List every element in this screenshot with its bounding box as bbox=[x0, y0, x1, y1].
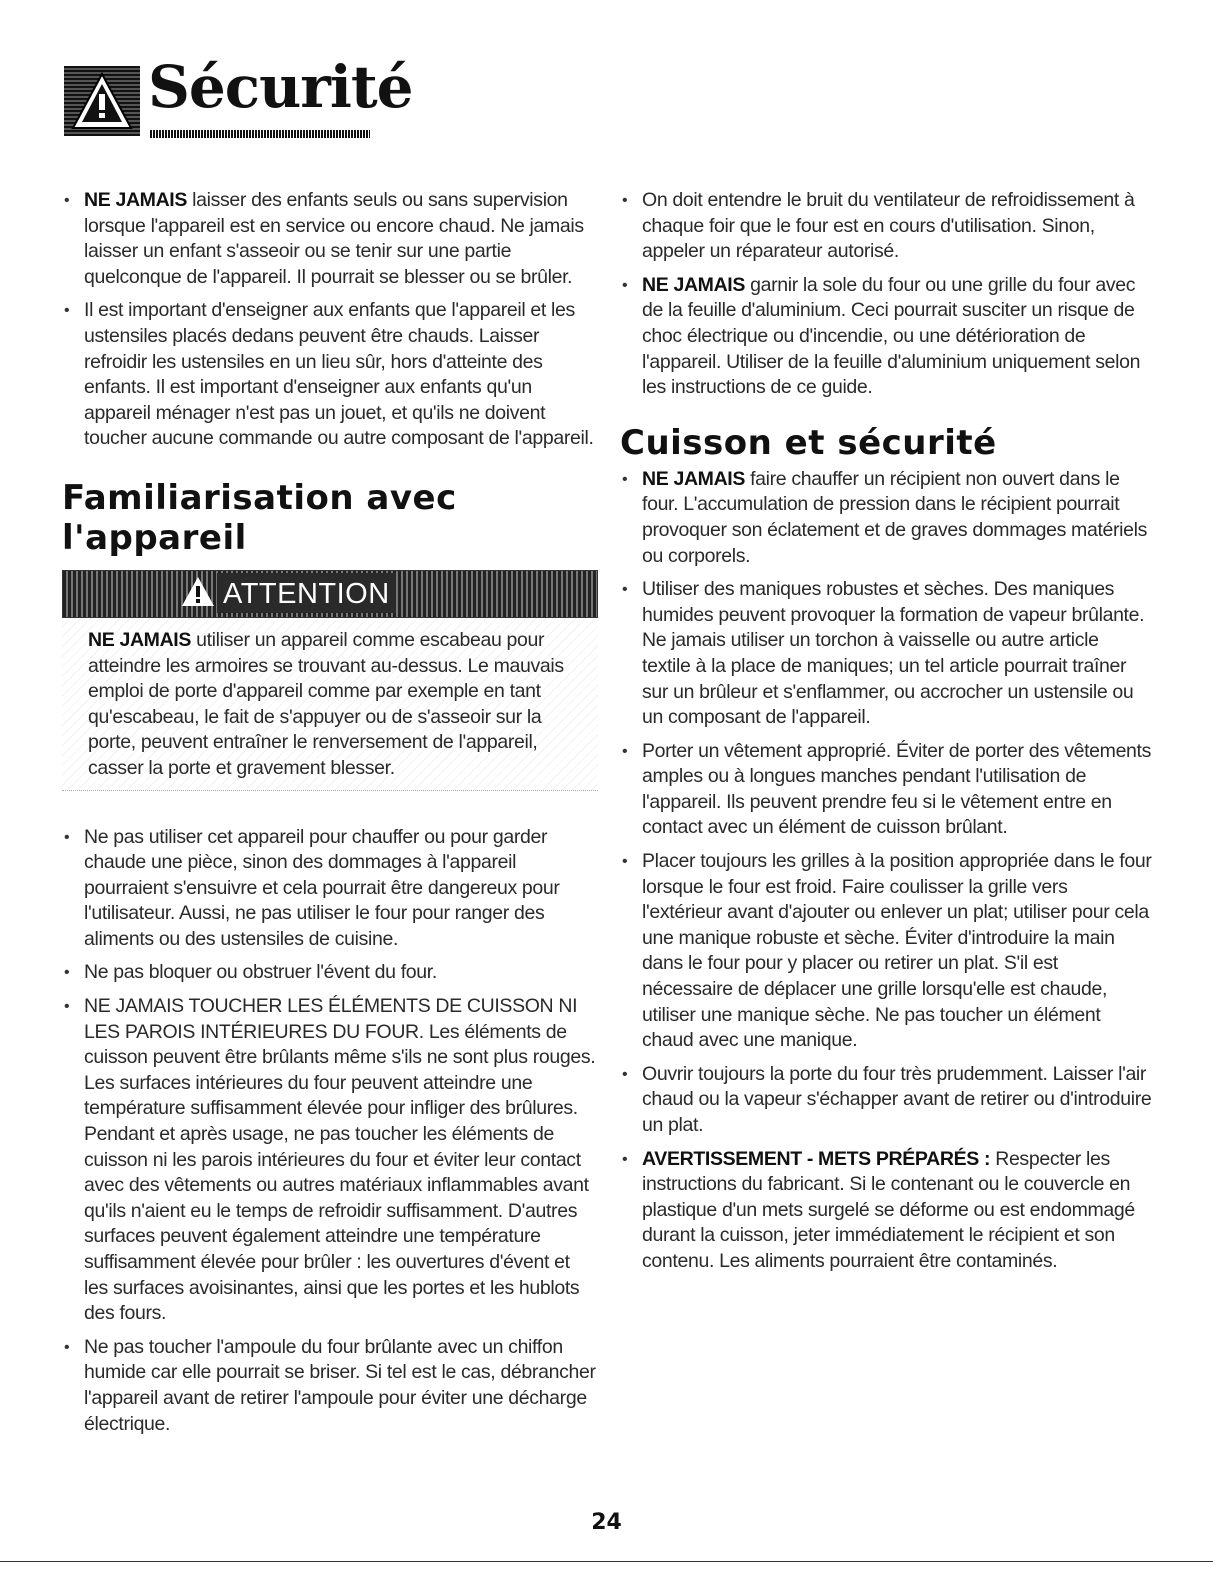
list-item: • Ne pas utiliser cet appareil pour chauffer ou pour garder chaude une pièce, sinon des dommages à l'appareil pourraient s'ensuivre et cela pourrait être dangereux pour l'utilisateur. Aussi, ne pas utiliser le four pour ranger des aliments ou des ustensiles de cuisine. bbox=[62, 825, 598, 953]
section-title-cuisson: Cuisson et sécurité bbox=[620, 422, 997, 463]
attention-box bbox=[62, 570, 598, 791]
list-item: • Ne pas toucher l'ampoule du four brûlante avec un chiffon humide car elle pourrait se briser. Si tel est le cas, débrancher l'appareil avant de retirer l'ampoule pour éviter une décharge électrique. bbox=[62, 1335, 598, 1437]
list-item: • Ne pas bloquer ou obstruer l'évent du four. bbox=[62, 960, 598, 986]
section-title-familiarisation: Familiarisation avec l'appareil bbox=[62, 477, 457, 558]
list-item: • NE JAMAIS TOUCHER LES ÉLÉMENTS DE CUISSON NI LES PAROIS INTÉRIEURES DU FOUR. Les éléments de cuisson peuvent être brûlants même s'ils ne sont plus rouges. Les surfaces intérieures du four peuvent atteindre une température suffisamment élevée pour infliger des brûlures. Pendant et après usage, ne pas toucher les éléments de cuisson ni les parois intérieures du four et éviter leur contact avec des vêtements ou autres matériaux inflammables avant qu'ils n'aient eu le temps de refroidir suffisamment. D'autres surfaces peuvent également atteindre une température suffisamment élevée pour brûler : les ouvertures d'évent et les surfaces avoisinantes, ainsi que les portes et les hublots des fours. bbox=[62, 994, 598, 1327]
list-item: • Il est important d'enseigner aux enfants que l'appareil et les ustensiles placés dedans peuvent être chauds. Laisser refroidir les ustensiles en un lieu sûr, hors d'atteinte des enfants. Il est important d'enseigner aux enfants qu'un appareil ménager n'est pas un jouet, et qu'ils ne doivent toucher aucune commande ou autre composant de l'appareil. bbox=[62, 298, 598, 452]
page-header bbox=[64, 53, 413, 152]
list-item: • Porter un vêtement approprié. Éviter de porter des vêtements amples ou à longues manches pendant l'utilisation de l'appareil. Ils peuvent prendre feu si le vêtement entre en contact avec un élément de cuisson brûlant. bbox=[620, 739, 1152, 841]
attention-warning-icon bbox=[181, 575, 215, 609]
attention-label: ATTENTION bbox=[217, 573, 396, 613]
list-item: • On doit entendre le bruit du ventilateur de refroidissement à chaque foir que le four est en cours d'utilisation. Sinon, appeler un réparateur autorisé. bbox=[620, 188, 1152, 265]
list-item: • Placer toujours les grilles à la position appropriée dans le four lorsque le four est froid. Faire coulisser la grille vers l'extérieur avant d'ajouter ou enlever un plat; utiliser pour cela une manique robuste et sèche. Éviter d'introduire la main dans le four pour y placer ou retirer un plat. S'il est nécessaire de déplacer une grille lorsqu'elle est chaude, utiliser une manique sèche. Ne pas toucher un élément chaud avec une manique. bbox=[620, 849, 1152, 1054]
list-item: • NE JAMAIS laisser des enfants seuls ou sans supervision lorsque l'appareil est en service ou encore chaud. Ne jamais laisser un enfant s'asseoir ou se tenir sur une partie quelconque de l'appareil. Il pourrait se blesser ou se brûler. bbox=[62, 188, 598, 290]
page-number: 24 bbox=[591, 1510, 622, 1535]
title-underline bbox=[150, 130, 370, 138]
warning-triangle-icon bbox=[64, 66, 140, 136]
page-title: Sécurité bbox=[148, 53, 413, 121]
list-item: • NE JAMAIS faire chauffer un récipient non ouvert dans le four. L'accumulation de pression dans le récipient pourrait provoquer son éclatement et de graves dommages matériels ou corporels. bbox=[620, 467, 1152, 569]
left-column bbox=[62, 188, 598, 1445]
right-column bbox=[620, 188, 1152, 1283]
attention-text: NE JAMAIS utiliser un appareil comme escabeau pour atteindre les armoires se trouvant au-dessus. Le mauvais emploi de porte d'appareil comme par exemple en tant qu'escabeau, le fait de s'appuyer ou de s'asseoir sur la porte, peuvent entraîner le renversement de l'appareil, casser la porte et gravement blesser. bbox=[62, 618, 598, 791]
list-item: • AVERTISSEMENT - METS PRÉPARÉS : Respecter les instructions du fabricant. Si le contenant ou le couvercle en plastique d'un mets surgelé se déforme ou est endommagé durant la cuisson, jeter immédiatement le récipient et son contenu. Les aliments pourraient être contaminés. bbox=[620, 1147, 1152, 1275]
list-item: • Utiliser des maniques robustes et sèches. Des maniques humides peuvent provoquer la formation de vapeur brûlante. Ne jamais utiliser un torchon à vaisselle ou autre article textile à la place de maniques; un tel article pourrait traîner sur un brûleur et s'enflammer, ou accrocher un ustensile ou un composant de l'appareil. bbox=[620, 577, 1152, 731]
attention-banner bbox=[62, 570, 598, 618]
list-item: • NE JAMAIS garnir la sole du four ou une grille du four avec de la feuille d'aluminium. Ceci pourrait susciter un risque de choc électrique ou d'incendie, ou une détérioration de l'appareil. Utiliser de la feuille d'aluminium uniquement selon les instructions de ce guide. bbox=[620, 273, 1152, 401]
list-item: • Ouvrir toujours la porte du four très prudemment. Laisser l'air chaud ou la vapeur s'échapper avant de retirer ou d'introduire un plat. bbox=[620, 1062, 1152, 1139]
footer-rule bbox=[0, 1561, 1213, 1562]
